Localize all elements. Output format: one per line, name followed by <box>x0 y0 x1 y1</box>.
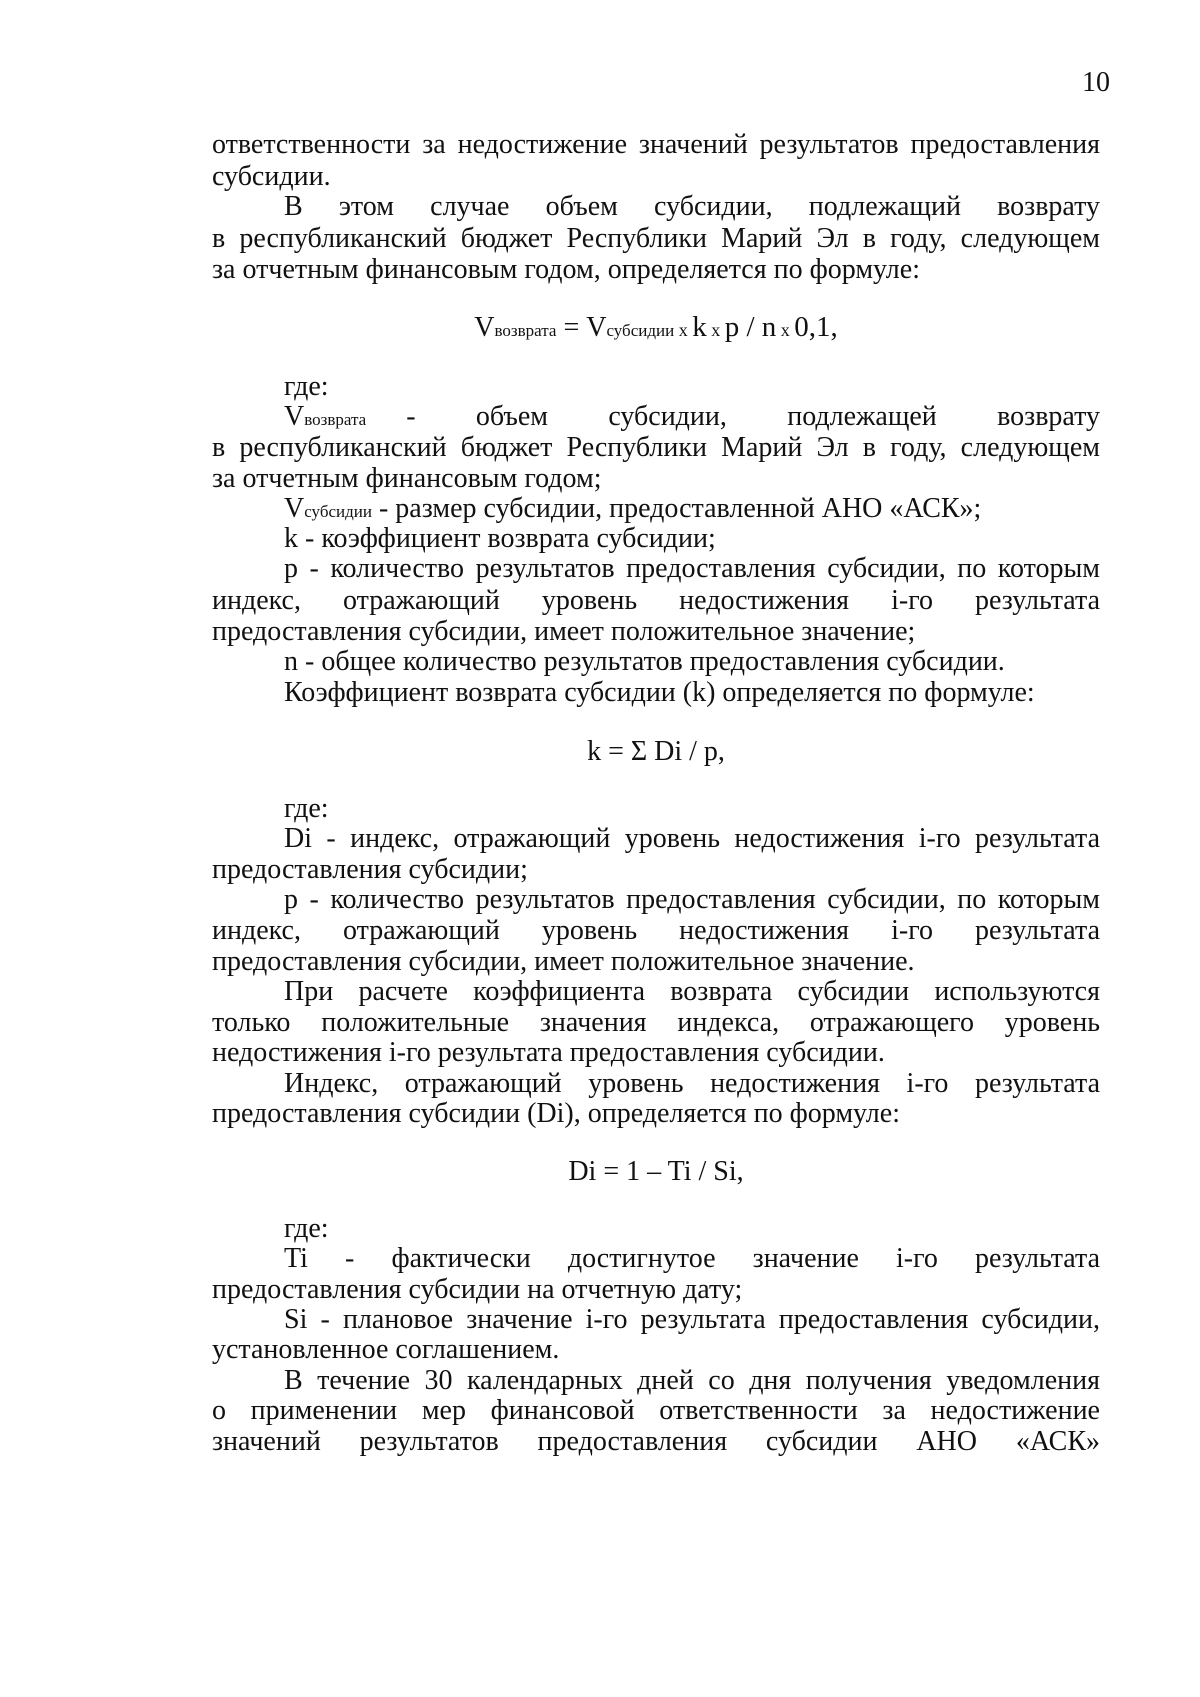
definition-n: n - общее количество результатов предоставления субсидии. <box>284 646 1005 677</box>
formula-subscript: субсидии <box>606 321 675 340</box>
text-line: p - количество результатов предоставления субсидии, по которым <box>284 884 1100 915</box>
text-line: в республиканский бюджет Республики Марий Эл в году, следующем <box>212 223 1100 254</box>
text-line: предоставления субсидии (Di), определяется по формуле: <box>212 1098 900 1129</box>
text-line: в республиканский бюджет Республики Марий Эл в году, следующем <box>212 432 1100 463</box>
text-line: недостижения i-го результата предоставления субсидии. <box>212 1037 885 1068</box>
text-line: В этом случае объем субсидии, подлежащий возврату <box>284 191 1100 222</box>
formula-text: 0,1, <box>794 311 838 343</box>
formula-text: = V <box>556 312 607 343</box>
definition-k: k - коэффициент возврата субсидии; <box>284 523 716 554</box>
formula-coefficient: k = Σ Di / p, <box>587 736 725 767</box>
text-line: предоставления субсидии, имеет положительное значение; <box>212 616 916 647</box>
symbol-letter: V <box>284 493 305 524</box>
formula-text: p / n <box>724 311 777 343</box>
text-line: Ti - фактически достигнутое значение i-го результата <box>284 1243 1100 1274</box>
text-line: субсидии. <box>212 161 331 192</box>
formula-index: Di = 1 – Ti / Si, <box>568 1156 744 1187</box>
formula-operator: x <box>776 320 795 340</box>
text-line: индекс, отражающий уровень недостижения i-го результата <box>212 585 1100 616</box>
text-line: При расчете коэффициента возврата субсидии используются <box>284 976 1100 1007</box>
where-label: где: <box>284 793 329 824</box>
text-line: Индекс, отражающий уровень недостижения i-го результата <box>284 1068 1100 1099</box>
text-line: индекс, отражающий уровень недостижения i-го результата <box>212 915 1100 946</box>
text-line: предоставления субсидии, имеет положительное значение. <box>212 946 915 977</box>
symbol-subscript: возврата <box>304 410 367 429</box>
text-line: только положительные значения индекса, отражающего уровень <box>212 1007 1100 1038</box>
text-line: значений результатов предоставления субсидии АНО «АСК» <box>212 1426 1100 1457</box>
text-line: В течение 30 календарных дней со дня получения уведомления <box>284 1365 1100 1396</box>
where-label: где: <box>284 371 329 402</box>
text-line: предоставления субсидии на отчетную дату; <box>212 1274 743 1305</box>
symbol-subscript: субсидии <box>304 502 372 521</box>
text-line: установленное соглашением. <box>212 1334 560 1365</box>
text-line: за отчетным финансовым годом; <box>212 463 602 494</box>
definition-text: - объем субсидии, подлежащей возврату <box>406 401 1100 432</box>
formula-text: k <box>692 311 707 343</box>
text-line: p - количество результатов предоставления субсидии, по которым <box>284 553 1100 584</box>
definition-text: - размер субсидии, предоставленной АНО «АСК»; <box>371 493 982 524</box>
text-line: за отчетным финансовым годом, определяется по формуле: <box>212 254 920 285</box>
text-line: Коэффициент возврата субсидии (k) определяется по формуле: <box>284 677 1035 708</box>
text-line: предоставления субсидии; <box>212 854 528 885</box>
text-line: ответственности за недостижение значений результатов предоставления <box>212 129 1100 160</box>
formula-operator: x <box>706 320 725 340</box>
where-label: где: <box>284 1213 329 1244</box>
formula-subscript: возврата <box>494 321 557 340</box>
formula-symbol: V <box>474 312 495 343</box>
text-line: Si - плановое значение i-го результата предоставления субсидии, <box>284 1304 1100 1335</box>
text-line: о применении мер финансовой ответственности за недостижение <box>212 1395 1100 1426</box>
page-number: 10 <box>1082 67 1110 98</box>
formula-operator: x <box>674 320 693 340</box>
symbol-letter: V <box>284 401 305 432</box>
text-line: Di - индекс, отражающий уровень недостижения i-го результата <box>284 823 1100 854</box>
formula-refund-volume <box>212 310 1100 348</box>
